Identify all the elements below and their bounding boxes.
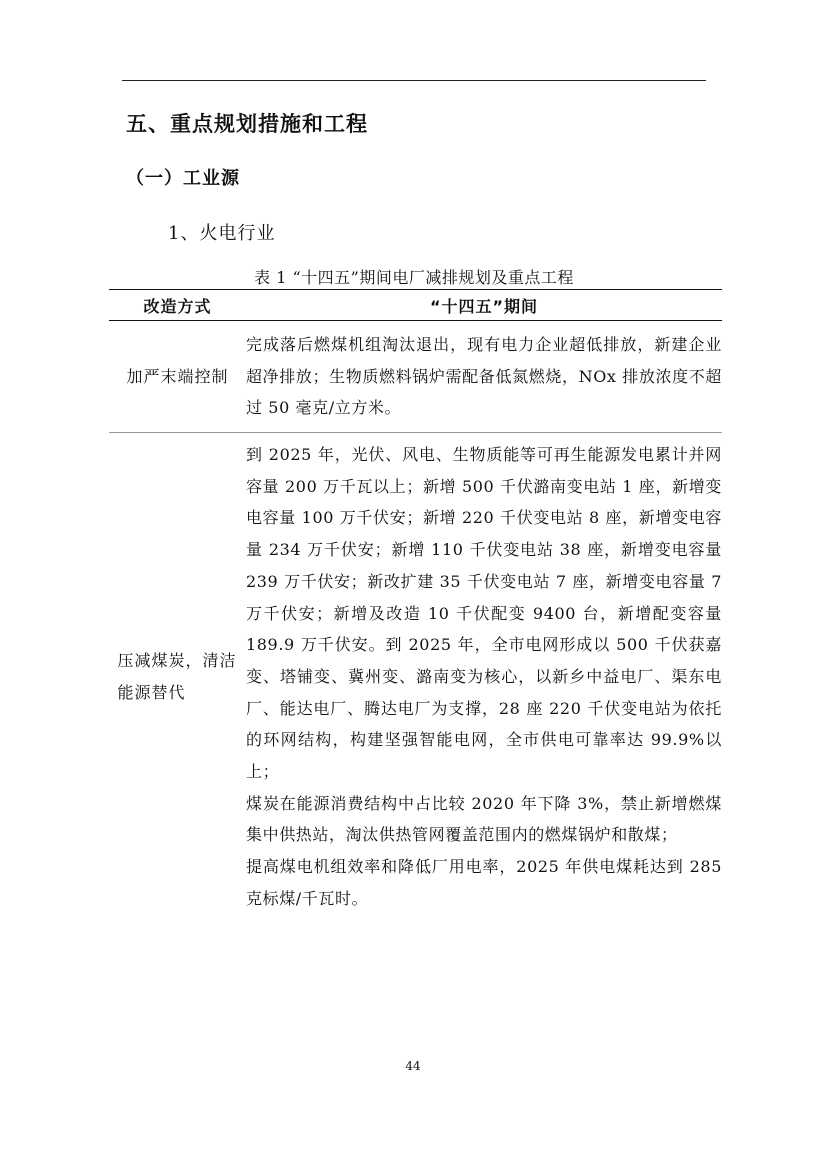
table-header-row xyxy=(109,290,722,321)
method-cell xyxy=(109,433,246,915)
content-paragraph: 完成落后燃煤机组淘汰退出，现有电力企业超低排放，新建企业超净排放；生物质燃料锅炉需配备低氮燃烧，NOx 排放浓度不超过 50 毫克/立方米。 xyxy=(246,334,722,418)
content-paragraph: 提高煤电机组效率和降低厂用电率，2025 年供电煤耗达到 285 克标煤/千瓦时。 xyxy=(246,857,722,908)
page-number: 44 xyxy=(405,1059,421,1073)
subsection-heading: （一）工业源 xyxy=(126,168,240,189)
table-caption: 表 1 “十四五”期间电厂减排规划及重点工程 xyxy=(254,268,574,287)
plan-table xyxy=(109,289,722,915)
header-rule xyxy=(122,80,706,81)
section-heading: 五、重点规划措施和工程 xyxy=(126,112,368,136)
method-cell: 加严末端控制 xyxy=(109,321,246,433)
table-row xyxy=(109,321,722,433)
content-cell xyxy=(246,321,722,433)
content-paragraph: 煤炭在能源消费结构中占比较 2020 年下降 3%，禁止新增燃煤集中供热站，淘汰供热管网覆盖范围内的燃煤锅炉和散煤； xyxy=(246,793,722,845)
header-period: “十四五”期间 xyxy=(246,290,722,321)
item-heading: 1、火电行业 xyxy=(168,223,276,244)
header-method: 改造方式 xyxy=(109,290,246,321)
content-cell xyxy=(246,433,722,915)
content-paragraph: 到 2025 年，光伏、风电、生物质能等可再生能源发电累计并网容量 200 万千瓦以上；新增 500 千伏潞南变电站 1 座，新增变电容量 100 万千伏安；新增 220 千伏变电站 8 座，新增变电容量 234 万千伏安；新增 110 千伏变电站 38 座，新增变电容量 239 万千伏安；新改扩建 35 千伏变电站 7 座，新增变电容量 7 万千伏安；新增及改造 10 千伏配变 9400 台，新增配变容量 189.9 万千伏安。到 2025 年，全市电网形成以 500 千伏获嘉变、塔铺变、冀州变、潞南变为核心，以新乡中益电厂、渠东电厂、能达电厂、腾达电厂为支撑，28 座 220 千伏变电站为依托的环网结构，构建坚强智能电网，全市供电可靠率达 99.9%以上； xyxy=(246,445,722,782)
method-text: 压减煤炭，清洁能源替代 xyxy=(117,651,237,702)
table-row xyxy=(109,433,722,915)
